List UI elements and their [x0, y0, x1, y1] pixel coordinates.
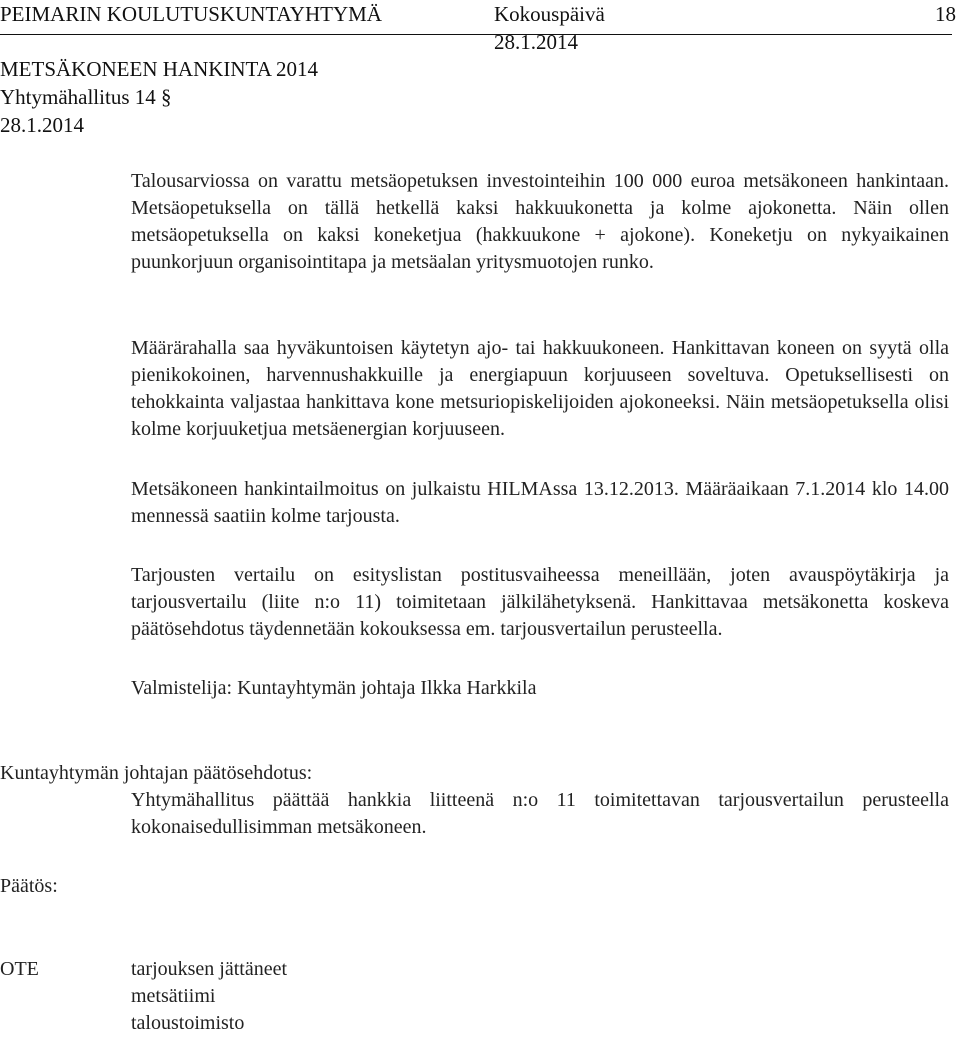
- meeting-date: 28.1.2014: [494, 30, 578, 54]
- paragraph-preparer: Valmistelija: Kuntayhtymän johtaja Ilkka Harkkila: [131, 677, 537, 699]
- meeting-date-label: Kokouspäivä: [494, 2, 605, 26]
- recipient-list: [131, 956, 287, 1037]
- page-number: 18: [935, 2, 956, 26]
- decision-label: Päätös:: [0, 875, 58, 897]
- paragraph-tender-comparison: Tarjousten vertailu on esityslistan postitusvaiheessa meneillään, joten avauspöytäkirja ja tarjousvertailu (liite n:o 11) toimitetaan jälkilähetyksenä. Hankittavaa metsäkonetta koskeva päätösehdotus täydennetään kokouksessa em. tarjousvertailun perusteella.: [131, 564, 949, 640]
- recipient-item: metsätiimi: [131, 985, 216, 1007]
- section-date: 28.1.2014: [0, 113, 84, 137]
- recipient-item: tarjouksen jättäneet: [131, 958, 288, 980]
- section-reference: Yhtymähallitus 14 §: [0, 85, 172, 109]
- proposal-text: Yhtymähallitus päättää hankkia liitteenä n:o 11 toimitettavan tarjousvertailun perusteella kokonaisedullisimman metsäkoneen.: [131, 789, 949, 838]
- header-rule: [0, 34, 952, 35]
- paragraph-procurement-notice: Metsäkoneen hankintailmoitus on julkaistu HILMAssa 13.12.2013. Määräaikaan 7.1.2014 klo 14.00 mennessä saatiin kolme tarjousta.: [131, 478, 949, 527]
- recipient-item: taloustoimisto: [131, 1012, 245, 1034]
- paragraph-budget: Talousarviossa on varattu metsäopetuksen investointeihin 100 000 euroa metsäkoneen hankintaan. Metsäopetuksella on tällä hetkellä kaksi hakkuukonetta ja kolme ajokonetta. Näin ollen metsäopetuksella on kaksi koneketjua (hakkuukone + ajokone). Koneketju on nykyaikainen puunkorjuun organisointitapa ja metsäalan yritysmuotojen runko.: [131, 170, 949, 273]
- proposal-label: Kuntayhtymän johtajan päätösehdotus:: [0, 762, 313, 784]
- paragraph-appropriation: Määrärahalla saa hyväkuntoisen käytetyn ajo- tai hakkuukoneen. Hankittavan koneen on syytä olla pienikokoinen, harvennushakkuille ja energiapuun korjuuseen soveltuva. Opetuksellisesti on tehokkainta valjastaa hankittava kone metsuriopiskelijoiden ajokoneeksi. Näin metsäopetuksella olisi kolme korjuuketjua metsäenergian korjuuseen.: [131, 337, 949, 440]
- extract-label: OTE: [0, 958, 39, 980]
- organization-name: PEIMARIN KOULUTUSKUNTAYHTYMÄ: [0, 2, 382, 26]
- subject-title: METSÄKONEEN HANKINTA 2014: [0, 57, 318, 81]
